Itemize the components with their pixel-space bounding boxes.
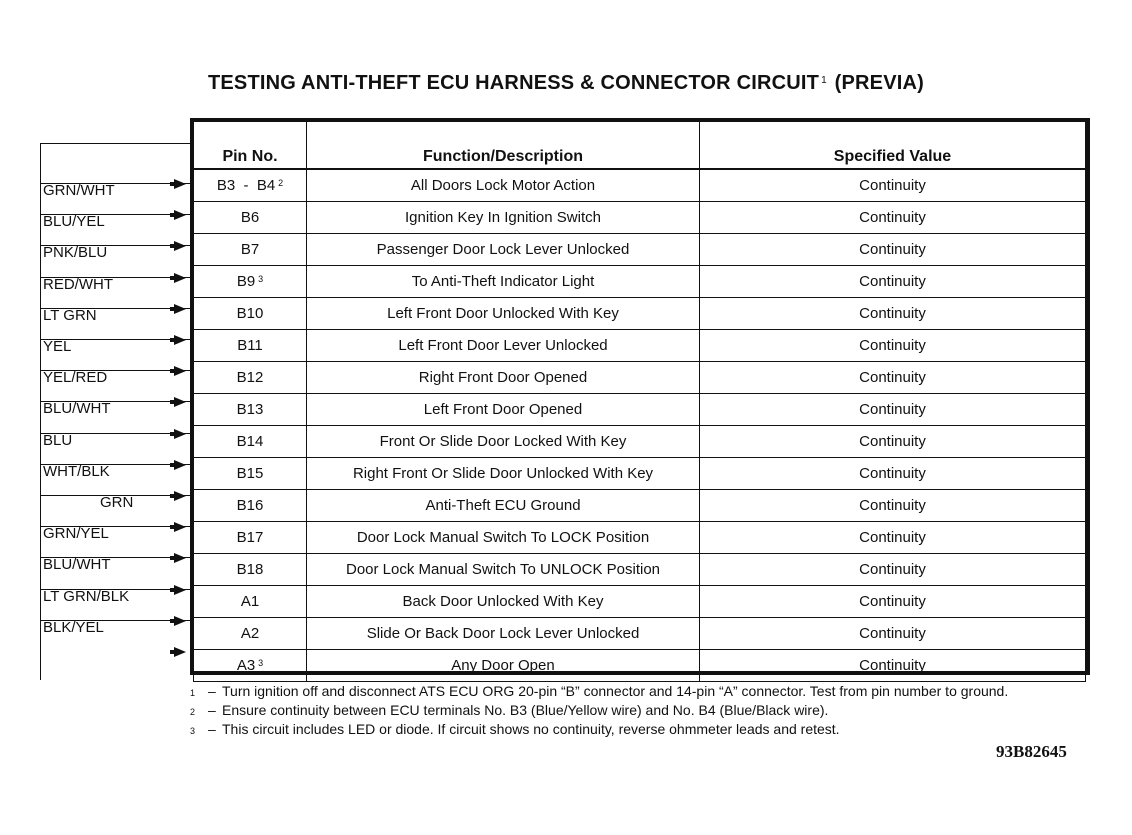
wire-label: WHT/BLK [43,462,110,480]
table-row [194,522,1086,554]
arrow-icon [174,616,186,626]
function-cell: Passenger Door Lock Lever Unlocked [307,234,700,266]
pin-cell [194,202,307,234]
wire-label: YEL/RED [43,369,108,387]
wire-label: LT GRN [43,306,97,324]
wire-row [40,527,190,574]
value-cell: Continuity [700,554,1086,586]
pin-number: B12 [236,369,264,386]
figure-code: 93B82645 [996,742,1067,761]
footnotes [190,683,1100,740]
table-row [194,554,1086,586]
table-row [194,362,1086,394]
function-cell: Right Front Or Slide Door Unlocked With Key [307,458,700,490]
pin-note-ref: 2 [278,178,284,188]
arrow-icon [174,429,186,439]
footnote [190,683,1100,702]
wire-label: GRN/WHT [43,182,115,199]
table-row [194,490,1086,522]
arrow-icon [174,397,186,407]
function-cell: Right Front Door Opened [307,362,700,394]
wire-label: GRN [100,494,134,511]
wire-label: BLU/WHT [43,556,111,574]
pin-number: B15 [236,465,264,482]
page-title [0,72,1132,95]
table-row [194,458,1086,490]
function-cell: Left Front Door Unlocked With Key [307,298,700,330]
table-body [194,169,1086,682]
value-cell: Continuity [700,202,1086,234]
pin-cell [194,522,307,554]
footnote-number: 3 [190,726,196,736]
function-cell: Ignition Key In Ignition Switch [307,202,700,234]
wire-row [40,247,190,293]
table-row [194,330,1086,362]
pin-cell [194,169,307,202]
table-row [194,426,1086,458]
value-cell: Continuity [700,586,1086,618]
footnote [190,702,1100,721]
arrow-icon [174,647,186,657]
title-model: (PREVIA) [834,72,925,94]
wire-row [40,431,190,480]
wire-row [40,184,190,231]
table-header-row [194,122,1086,170]
pin-cell [194,426,307,458]
arrow-icon [174,585,186,595]
pin-cell [194,298,307,330]
pin-number: A2 [240,625,260,642]
footnote-dash: – [208,683,216,699]
wire-row [40,153,190,199]
value-cell: Continuity [700,330,1086,362]
arrow-icon [174,241,186,251]
pin-note-ref: 3 [258,274,264,284]
function-cell: Front Or Slide Door Locked With Key [307,426,700,458]
arrow-icon [174,335,186,345]
function-cell: Left Front Door Lever Unlocked [307,330,700,362]
value-cell: Continuity [700,169,1086,202]
arrow-icon [174,553,186,563]
title-main: TESTING ANTI-THEFT ECU HARNESS & CONNECTOR CIRCUIT [207,72,820,94]
table-row [194,298,1086,330]
value-cell: Continuity [700,362,1086,394]
pin-cell [194,490,307,522]
footnote-text: Ensure continuity between ECU terminals No. B3 (Blue/Yellow wire) and No. B4 (Blue/Black wire). [222,702,829,718]
function-cell: Door Lock Manual Switch To LOCK Position [307,522,700,554]
arrow-icon [174,460,186,470]
wire-label: BLK/YEL [43,618,104,636]
pin-cell [194,266,307,298]
table-row [194,234,1086,266]
table-row [194,650,1086,682]
pin-number: B16 [236,497,264,514]
table-row [194,618,1086,650]
arrow-icon [174,273,186,283]
table-row [194,586,1086,618]
function-cell: Any Door Open [307,650,700,682]
value-cell: Continuity [700,650,1086,682]
wire-row [40,587,190,636]
function-cell: All Doors Lock Motor Action [307,169,700,202]
wire-row [40,306,190,355]
wire-row [40,403,190,449]
wire-label: BLU/YEL [43,213,105,231]
header-function: Function/Description [307,122,700,170]
footnote-text: This circuit includes LED or diode. If circuit shows no continuity, reverse ohmmeter leads and retest. [222,721,840,737]
pin-cell [194,458,307,490]
function-cell: Back Door Unlocked With Key [307,586,700,618]
footnote-number: 1 [190,688,196,698]
wire-row [40,275,190,324]
footnote-text: Turn ignition off and disconnect ATS ECU ORG 20-pin “B” connector and 14-pin “A” connector. Test from pin number to ground. [222,683,1009,699]
table-row [194,394,1086,426]
table-row [194,202,1086,234]
wire-row [40,462,190,511]
header-pin: Pin No. [194,122,307,170]
arrow-icon [174,491,186,501]
pin-number: B3 - B4 [216,177,276,194]
pin-number: B6 [240,209,260,226]
pin-cell [194,234,307,266]
arrow-icon [174,179,186,189]
wire-label: BLU/WHT [43,400,111,418]
footnote-dash: – [208,702,216,718]
header-value: Specified Value [700,122,1086,170]
pin-number: B7 [240,241,260,258]
pin-number: B14 [236,433,264,450]
pin-number: B17 [236,529,264,546]
wire-row [40,559,190,605]
function-cell: Left Front Door Opened [307,394,700,426]
arrow-icon [174,210,186,220]
pin-number: A1 [240,593,260,610]
wire-label: LT GRN/BLK [43,587,130,605]
pin-note-ref: 3 [258,658,264,668]
function-cell: To Anti-Theft Indicator Light [307,266,700,298]
function-cell: Anti-Theft ECU Ground [307,490,700,522]
function-cell: Slide Or Back Door Lock Lever Unlocked [307,618,700,650]
wire-label: GRN/YEL [43,525,109,543]
pin-number: A3 [236,657,256,674]
wire-row [40,215,190,262]
value-cell: Continuity [700,426,1086,458]
value-cell: Continuity [700,490,1086,522]
footnote-dash: – [208,721,216,737]
wire-row [40,371,190,418]
arrow-icon [174,522,186,532]
table-row [194,266,1086,298]
wire-row [40,496,190,543]
table-row [194,169,1086,202]
arrow-icon [174,366,186,376]
value-cell: Continuity [700,618,1086,650]
pin-cell [194,650,307,682]
value-cell: Continuity [700,298,1086,330]
pin-number: B9 [236,273,256,290]
pin-cell [194,362,307,394]
pin-cell [194,330,307,362]
footnote-number: 2 [190,707,196,717]
wire-label: BLU [43,431,73,449]
value-cell: Continuity [700,266,1086,298]
value-cell: Continuity [700,394,1086,426]
function-cell: Door Lock Manual Switch To UNLOCK Position [307,554,700,586]
pin-cell [194,554,307,586]
pin-table [193,121,1086,682]
value-cell: Continuity [700,458,1086,490]
value-cell: Continuity [700,522,1086,554]
value-cell: Continuity [700,234,1086,266]
pin-cell [194,394,307,426]
pin-cell [194,618,307,650]
title-note-ref: 1 [821,75,827,86]
pin-table-frame [190,118,1090,675]
pin-number: B10 [236,305,264,322]
footnote [190,721,1100,740]
wire-label: PNK/BLU [43,244,108,262]
pin-number: B11 [237,337,263,354]
pin-number: B13 [236,401,264,418]
wire-label: YEL [43,338,72,355]
wire-label: RED/WHT [43,275,113,293]
arrow-icon [174,304,186,314]
pin-number: B18 [236,561,264,578]
wire-row [40,340,190,387]
pin-cell [194,586,307,618]
